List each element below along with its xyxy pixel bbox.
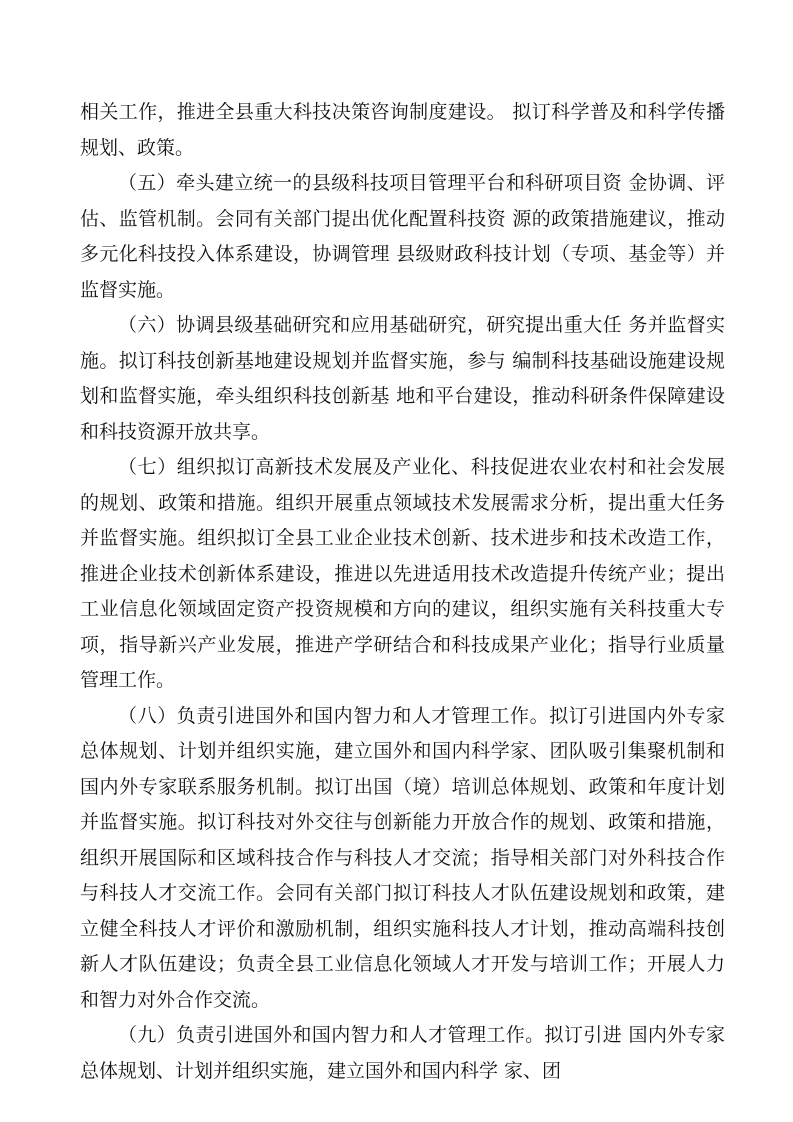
paragraph-item-5: （五）牵头建立统一的县级科技项目管理平台和科研项目资 金协调、评估、监管机制。会同有关部门提出优化配置科技资 源的政策措施建议，推动多元化科技投入体系建设，协调管理 县级财政科技计划（专项、基金等）并监督实施。 <box>80 172 725 301</box>
paragraph-item-8: （八）负责引进国外和国内智力和人才管理工作。拟订引进国内外专家总体规划、计划并组织实施，建立国外和国内科学家、团队吸引集聚机制和国内外专家联系服务机制。拟订出国（境）培训总体规划、政策和年度计划并监督实施。拟订科技对外交往与创新能力开放合作的规划、政策和措施，组织开展国际和区域科技合作与科技人才交流；指导相关部门对外科技合作与科技人才交流工作。会同有关部门拟订科技人才队伍建设规划和政策，建立健全科技人才评价和激励机制，组织实施科技人才计划，推动高端科技创新人才队伍建设；负责全县工业信息化领域人才开发与培训工作；开展人力和智力对外合作交流。 <box>80 704 725 1011</box>
paragraph-continuation: 相关工作，推进全县重大科技决策咨询制度建设。 拟订科学普及和科学传播规划、政策。 <box>80 101 725 159</box>
document-body <box>80 95 725 1089</box>
paragraph-item-6: （六）协调县级基础研究和应用基础研究，研究提出重大任 务并监督实施。拟订科技创新基地建设规划并监督实施，参与 编制科技基础设施建设规划和监督实施，牵头组织科技创新基 地和平台建设，推动科研条件保障建设和科技资源开放共享。 <box>80 314 725 443</box>
paragraph-item-9: （九）负责引进国外和国内智力和人才管理工作。拟订引进 国内外专家总体规划、计划并组织实施，建立国外和国内科学 家、团 <box>80 1024 725 1082</box>
paragraph-item-7: （七）组织拟订高新技术发展及产业化、科技促进农业农村和社会发展的规划、政策和措施。组织开展重点领域技术发展需求分析，提出重大任务并监督实施。组织拟订全县工业企业技术创新、技术进步和技术改造工作，推进企业技术创新体系建设，推进以先进适用技术改造提升传统产业；提出工业信息化领域固定资产投资规模和方向的建议，组织实施有关科技重大专项，指导新兴产业发展，推进产学研结合和科技成果产业化；指导行业质量管理工作。 <box>80 456 725 691</box>
